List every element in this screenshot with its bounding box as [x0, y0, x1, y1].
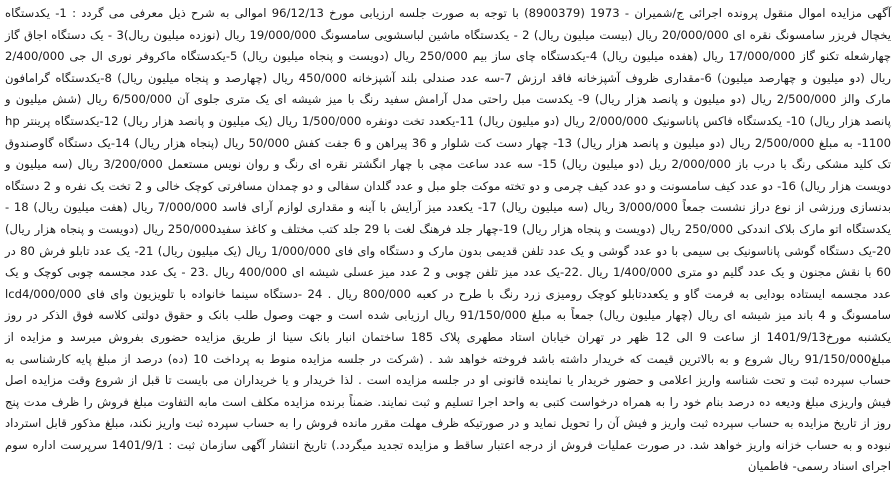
notice-body-text: آگهی مزایده اموال منقول پرونده اجرائی ج/شمیران - 1973 (8900379) با توجه به صورت جلسه ارزیابی مورخ 96/12/13 اموالی به شرح ذیل معرفی می گردد : 1- یکدستگاه یخچال فریزر سامسونگ نقره ای 20/000/000 ریال (بیست میلیون ریال) 2 - یکدستگاه ماشین لباسشویی سامسونگ 19/000/000 ریال (نوزده میلیون ریال)3 - یک دستگاه اجاق گاز چهارشعله تکنو گاز 17/000/000 ریال (هفده میلیون ریال) 4-یکدستگاه چای ساز بیم 250/000 ریال (دویست و پنجاه میلیون ریال) 5-یکدستگاه ماکروفر نوری ال جی 2/400/000 ریال (دو میلیون و چهارصد میلیون) 6-مقداری ظروف آشپزخانه فاقد ارزش 7-سه عدد صندلی بلند آشپزخانه 450/000 ریال (چهارصد و پنجاه میلیون ریال) 8-یکدستگاه گرامافون مارک والز 2/500/000 ریال (دو میلیون و پانصد هزار ریال) 9- یکدست مبل راحتی مدل آرامش سفید رنگ با میز شیشه ای یک متری جلوی آن 6/500/000 ریال (شش میلیون و پانصد هزار ریال) 10- یکدستگاه فاکس پاناسونیک 2/000/000 ریال (دو میلیون ریال) 11-یکعدد تخت دونفره 1/500/000 ریال (یک میلیون و پانصد هزار ریال) 12-یکدستگاه پرینتر hp 1100- به مبلغ 2/500/000 ریال (دو میلیون و پانصد هزار ریال) 13- چهار دست کت شلوار و 36 پیراهن و 6 جفت کفش 50/000 ریال (پنجاه هزار ریال) 14-یک دستگاه گاوصندوق تک کلید مشکی رنگ با درب باز 2/000/000 ریل (دو میلیون ریال) 15- سه عدد ساعت مچی با چهار انگشتر نقره ای رنگ و روان نویس مستعمل 3/200/000 ریال (سه میلیون و دویست هزار ریال) 16- دو عدد کیف سامسونت و دو عدد کیف چرمی و دو تخته موکت جلو مبل و عدد گلدان سفالی و دو چمدان مسافرتی کوچک خالی و 2 تخت یک نفره و 2 دستگاه بدنسازی ورزشی از نوع دراز نشست جمعاً 3/000/000 ریال (سه میلیون ریال) 17- یکعدد میز آرایش با آینه و مقداری لوازم آرای فاسد 7/000/000 ریال (هفت میلیون ریال) 18 - یکدستگاه اتو مارک بلاک انددکی 250/000 ریال (دویست و پنجاه هزار ریال) 19-چهار جلد فرهنگ لغت با 29 جلد کتب مختلف و کاغذ سفید250/000 ریال (دویست و پنجاه هزار ریال) 20-یک دستگاه گوشی پاناسونیک بی سیمی با دو عدد گوشی و یک عدد تلفن قدیمی بدون مارک و دستگاه وای فای 1/000/000 ریال (یک میلیون ریال) 21- یک عدد تابلو فرش 80 در 60 با نقش مجنون و یک عدد گلیم دو متری 1/400/000 ریال .22-یک عدد میز تلفن چوبی و 2 عدد میز عسلی شیشه ای 400/000 ریال .23 - یک عدد مجسمه چوبی کوچک و یک عدد مجسمه ایستاده بودایی به فرمت گاو و یکعددتابلو کوچک روميزی زرد رنگ با طرح در کعبه 800/000 ریال . 24 -دستگاه سینما خانواده با تلویزیون وای فای lcd4/000/000 سامسونگ و 4 باند میز شیشه ای ریال (چهار میلیون ریال) جمعاً به مبلغ 91/150/000 ریال ارزیابی شده است و جهت وصول طلب بانک و حقوق دولتی کلاسه فوق الذکر در روز یکشنبه مورخ1401/9/13 از ساعت 9 الی 12 ظهر در تهران خیابان استاد مطهری پلاک 185 ساختمان انبار بانک سینا از طریق مزایده حضوری بفروش میرسد و مزایده از مبلغ91/150/000 ریال شروع و به بالاترین قیمت که خریدار داشته باشد فروخته خواهد شد . (شرکت در جلسه مزایده منوط به پرداخت 10 (ده) درصد از مبلغ پایه کارشناسی به حساب سپرده ثبت و تحت شناسه واریز اعلامی و حضور خریدار یا نماینده قانونی او در جلسه مزایده است . لذا خریدار و یا خریداران می بایست تا قبل از شروع وقت مزایده اصل فیش واریزی مبلغ ودیعه ده درصد بنام خود را به همراه درخواست کتبی به واحد اجرا تسلیم و ثبت نمایند. ضمناً برنده مزایده مکلف است مابه التفاوت مبلغ فروش را ظرف مدت پنج روز از تاریخ مزایده به حساب سپرده ثبت واریز و فیش آن را تحویل نماید و در صورتیکه ظرف مهلت مقرر مانده فروش را به حساب سپرده ثبت واریز نکند، مبلغ مذکور قابل استرداد نبوده و به حساب خزانه واریز خواهد شد. در صورت عملیات فروش از درجه اعتبار ساقط و مزایده تجدید میگردد.) تاریخ انتشار آگهی سازمان ثبت : 1401/9/1 سرپرست اداره سوم اجرای اسناد رسمی- فاطمیان — [5, 6, 892, 474]
